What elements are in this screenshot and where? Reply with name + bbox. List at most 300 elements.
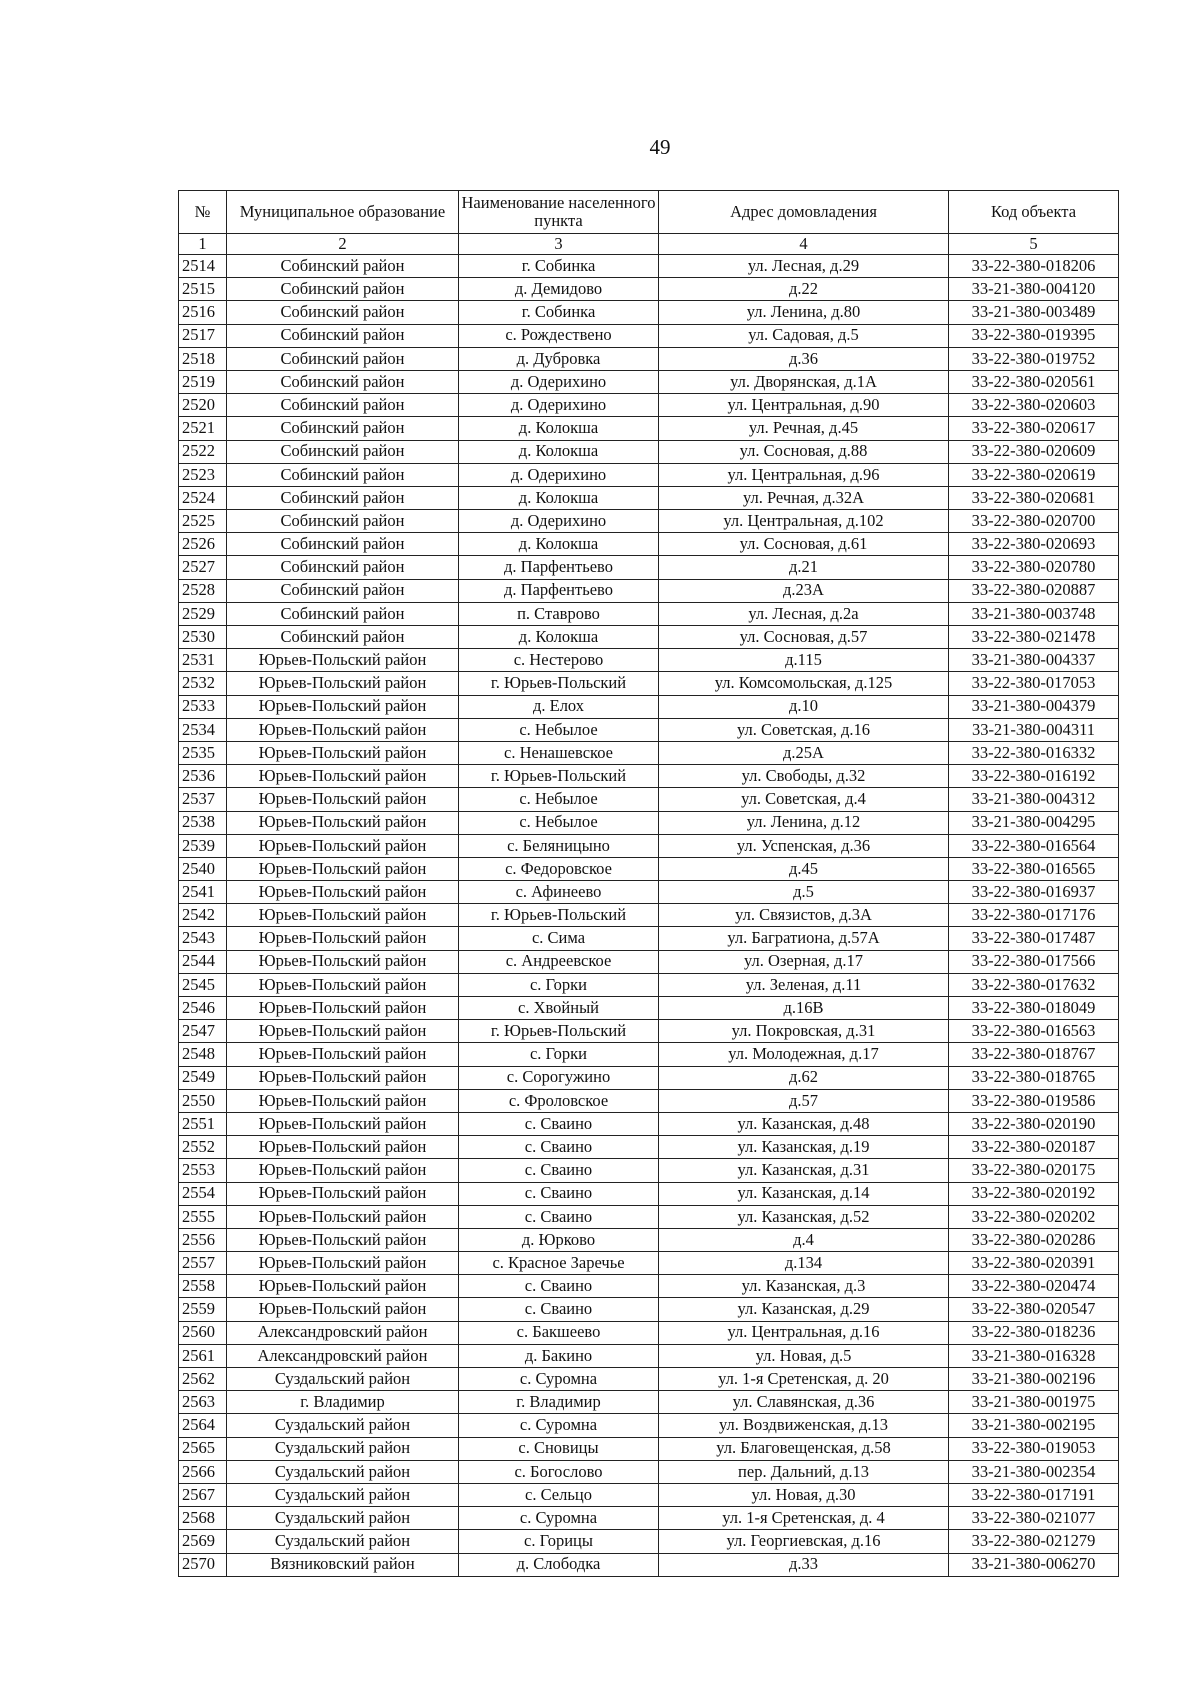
row-number: 2558 [179,1275,227,1298]
table-row [179,1205,1119,1228]
municipality-cell: Вязниковский район [227,1553,459,1576]
object-code-cell: 33-21-380-006270 [949,1553,1119,1576]
row-number: 2562 [179,1368,227,1391]
settlement-cell: д. Одерихино [459,370,659,393]
settlement-cell: с. Горицы [459,1530,659,1553]
municipality-cell: Собинский район [227,370,459,393]
settlement-cell: с. Суромна [459,1368,659,1391]
municipality-cell: Собинский район [227,255,459,278]
settlement-cell: д. Одерихино [459,510,659,533]
object-code-cell: 33-22-380-017487 [949,927,1119,950]
municipality-cell: Суздальский район [227,1414,459,1437]
row-number: 2528 [179,579,227,602]
address-cell: д.45 [659,857,949,880]
address-cell: ул. Дворянская, д.1А [659,370,949,393]
table-row [179,649,1119,672]
municipality-cell: Собинский район [227,463,459,486]
municipality-cell: Юрьев-Польский район [227,950,459,973]
settlement-cell: с. Бакшеево [459,1321,659,1344]
municipality-cell: Юрьев-Польский район [227,1298,459,1321]
table-row [179,788,1119,811]
row-number: 2569 [179,1530,227,1553]
table-row [179,1066,1119,1089]
municipality-cell: Юрьев-Польский район [227,1159,459,1182]
municipality-cell: Юрьев-Польский район [227,857,459,880]
settlement-cell: д. Одерихино [459,463,659,486]
table-row [179,579,1119,602]
header-object-code: Код объекта [949,191,1119,234]
object-code-cell: 33-21-380-004379 [949,695,1119,718]
settlement-cell: с. Андреевское [459,950,659,973]
address-cell: д.5 [659,881,949,904]
table-row [179,1136,1119,1159]
table-row [179,510,1119,533]
object-code-cell: 33-22-380-016564 [949,834,1119,857]
row-number: 2520 [179,394,227,417]
object-code-cell: 33-22-380-020286 [949,1228,1119,1251]
address-cell: ул. Георгиевская, д.16 [659,1530,949,1553]
settlement-cell: с. Суромна [459,1414,659,1437]
table-row [179,672,1119,695]
municipality-cell: Александровский район [227,1344,459,1367]
table-row [179,1507,1119,1530]
address-cell: ул. 1-я Сретенская, д. 20 [659,1368,949,1391]
object-code-cell: 33-22-380-021279 [949,1530,1119,1553]
object-code-cell: 33-22-380-020561 [949,370,1119,393]
settlement-cell: с. Богослово [459,1460,659,1483]
address-cell: ул. Сосновая, д.88 [659,440,949,463]
settlement-cell: г. Юрьев-Польский [459,672,659,695]
object-code-cell: 33-22-380-021077 [949,1507,1119,1530]
row-number: 2554 [179,1182,227,1205]
settlement-cell: д. Слободка [459,1553,659,1576]
settlement-cell: д. Колокша [459,533,659,556]
settlement-cell: с. Сорогужино [459,1066,659,1089]
row-number: 2535 [179,741,227,764]
municipality-cell: Юрьев-Польский район [227,1136,459,1159]
table-row [179,1391,1119,1414]
municipality-cell: Юрьев-Польский район [227,1066,459,1089]
address-cell: ул. Центральная, д.90 [659,394,949,417]
object-code-cell: 33-22-380-017632 [949,973,1119,996]
row-number: 2542 [179,904,227,927]
municipality-cell: Юрьев-Польский район [227,788,459,811]
municipality-cell: Собинский район [227,533,459,556]
settlement-cell: с. Сваино [459,1205,659,1228]
row-number: 2523 [179,463,227,486]
settlement-cell: с. Сваино [459,1136,659,1159]
object-code-cell: 33-22-380-020547 [949,1298,1119,1321]
object-code-cell: 33-22-380-016937 [949,881,1119,904]
settlement-cell: д. Колокша [459,417,659,440]
municipality-cell: Юрьев-Польский район [227,741,459,764]
page-number: 49 [649,135,671,159]
municipality-cell: Юрьев-Польский район [227,765,459,788]
address-cell: ул. Воздвиженская, д.13 [659,1414,949,1437]
table-row [179,602,1119,625]
municipality-cell: Собинский район [227,394,459,417]
table-row [179,1275,1119,1298]
municipality-cell: Суздальский район [227,1507,459,1530]
settlement-cell: д. Демидово [459,278,659,301]
address-cell: ул. Казанская, д.19 [659,1136,949,1159]
municipality-cell: Юрьев-Польский район [227,649,459,672]
settlement-cell: г. Юрьев-Польский [459,1020,659,1043]
address-cell: ул. Ленина, д.80 [659,301,949,324]
table-row [179,324,1119,347]
address-cell: д.33 [659,1553,949,1576]
row-number: 2517 [179,324,227,347]
table-row [179,1089,1119,1112]
address-cell: ул. Лесная, д.29 [659,255,949,278]
address-cell: ул. Казанская, д.3 [659,1275,949,1298]
municipality-cell: Собинский район [227,626,459,649]
row-number: 2559 [179,1298,227,1321]
address-cell: ул. Покровская, д.31 [659,1020,949,1043]
settlement-cell: с. Красное Заречье [459,1252,659,1275]
row-number: 2550 [179,1089,227,1112]
table-row [179,1530,1119,1553]
row-number: 2549 [179,1066,227,1089]
object-code-cell: 33-22-380-016563 [949,1020,1119,1043]
table-row [179,881,1119,904]
address-cell: д.134 [659,1252,949,1275]
municipality-cell: Юрьев-Польский район [227,973,459,996]
header-municipality: Муниципальное образование [227,191,459,234]
row-number: 2537 [179,788,227,811]
row-number: 2560 [179,1321,227,1344]
municipality-cell: Юрьев-Польский район [227,1275,459,1298]
table-row [179,1252,1119,1275]
settlement-cell: с. Нестерово [459,649,659,672]
table-row [179,1344,1119,1367]
municipality-cell: Собинский район [227,579,459,602]
address-cell: д.16В [659,997,949,1020]
municipality-cell: Суздальский район [227,1483,459,1506]
table-row [179,1437,1119,1460]
row-number: 2518 [179,347,227,370]
table-row [179,301,1119,324]
address-cell: ул. Лесная, д.2а [659,602,949,625]
municipality-cell: Юрьев-Польский район [227,904,459,927]
settlement-cell: с. Рождествено [459,324,659,347]
settlement-cell: с. Сваино [459,1182,659,1205]
table-row [179,347,1119,370]
settlement-cell: с. Горки [459,1043,659,1066]
row-number: 2564 [179,1414,227,1437]
table-row [179,834,1119,857]
object-code-cell: 33-22-380-020617 [949,417,1119,440]
row-number: 2546 [179,997,227,1020]
object-code-cell: 33-22-380-020202 [949,1205,1119,1228]
settlement-cell: г. Собинка [459,301,659,324]
table-row [179,997,1119,1020]
settlement-cell: с. Небылое [459,811,659,834]
table-row [179,556,1119,579]
object-code-cell: 33-22-380-019053 [949,1437,1119,1460]
table-row [179,741,1119,764]
object-code-cell: 33-22-380-020693 [949,533,1119,556]
row-number: 2544 [179,950,227,973]
object-code-cell: 33-22-380-016565 [949,857,1119,880]
table-row [179,1483,1119,1506]
settlement-cell: с. Небылое [459,718,659,741]
object-code-cell: 33-22-380-018049 [949,997,1119,1020]
header-settlement: Наименование населенного пункта [459,191,659,234]
settlement-cell: д. Одерихино [459,394,659,417]
municipality-cell: Юрьев-Польский район [227,718,459,741]
address-cell: ул. Связистов, д.3А [659,904,949,927]
table-row [179,1368,1119,1391]
table-row [179,486,1119,509]
table-row [179,718,1119,741]
row-number: 2570 [179,1553,227,1576]
municipality-cell: Собинский район [227,556,459,579]
address-cell: д.25А [659,741,949,764]
row-number: 2551 [179,1112,227,1135]
table-row [179,1043,1119,1066]
municipality-cell: Юрьев-Польский район [227,1228,459,1251]
table-row [179,278,1119,301]
row-number: 2532 [179,672,227,695]
address-cell: ул. Ленина, д.12 [659,811,949,834]
object-code-cell: 33-22-380-017053 [949,672,1119,695]
object-code-cell: 33-22-380-020391 [949,1252,1119,1275]
municipality-cell: Собинский район [227,510,459,533]
object-code-cell: 33-22-380-020887 [949,579,1119,602]
settlement-cell: г. Владимир [459,1391,659,1414]
address-cell: ул. Озерная, д.17 [659,950,949,973]
municipality-cell: Юрьев-Польский район [227,927,459,950]
object-code-cell: 33-22-380-017191 [949,1483,1119,1506]
object-code-cell: 33-22-380-020192 [949,1182,1119,1205]
table-row [179,1321,1119,1344]
row-number: 2547 [179,1020,227,1043]
municipality-cell: Собинский район [227,486,459,509]
table-row [179,1228,1119,1251]
row-number: 2556 [179,1228,227,1251]
table-row [179,695,1119,718]
municipality-cell: Юрьев-Польский район [227,695,459,718]
settlement-cell: д. Елох [459,695,659,718]
address-cell: ул. Комсомольская, д.125 [659,672,949,695]
row-number: 2538 [179,811,227,834]
settlement-cell: д. Бакино [459,1344,659,1367]
settlement-cell: с. Сваино [459,1159,659,1182]
column-number-row [179,234,1119,255]
object-code-cell: 33-22-380-017176 [949,904,1119,927]
address-cell: ул. Казанская, д.29 [659,1298,949,1321]
settlement-cell: д. Колокша [459,486,659,509]
row-number: 2548 [179,1043,227,1066]
object-code-cell: 33-22-380-020603 [949,394,1119,417]
municipality-cell: Суздальский район [227,1530,459,1553]
municipality-cell: Юрьев-Польский район [227,811,459,834]
settlement-cell: д. Парфентьево [459,579,659,602]
municipality-cell: Собинский район [227,301,459,324]
registry-table [178,190,1119,1577]
column-number: 1 [179,234,227,255]
address-cell: ул. Казанская, д.14 [659,1182,949,1205]
table-row [179,394,1119,417]
object-code-cell: 33-22-380-021478 [949,626,1119,649]
settlement-cell: с. Сваино [459,1275,659,1298]
municipality-cell: Собинский район [227,417,459,440]
municipality-cell: Суздальский район [227,1437,459,1460]
row-number: 2525 [179,510,227,533]
table-header-row [179,191,1119,234]
table-row [179,417,1119,440]
header-address: Адрес домовладения [659,191,949,234]
settlement-cell: с. Федоровское [459,857,659,880]
row-number: 2541 [179,881,227,904]
settlement-cell: с. Беляницыно [459,834,659,857]
municipality-cell: Собинский район [227,278,459,301]
address-cell: ул. Сосновая, д.61 [659,533,949,556]
row-number: 2566 [179,1460,227,1483]
settlement-cell: с. Фроловское [459,1089,659,1112]
row-number: 2561 [179,1344,227,1367]
column-number: 3 [459,234,659,255]
address-cell: д.22 [659,278,949,301]
object-code-cell: 33-22-380-018206 [949,255,1119,278]
table-row [179,626,1119,649]
municipality-cell: Юрьев-Польский район [227,1089,459,1112]
table-row [179,1159,1119,1182]
object-code-cell: 33-21-380-001975 [949,1391,1119,1414]
table-row [179,1414,1119,1437]
settlement-cell: с. Сима [459,927,659,950]
address-cell: ул. Советская, д.4 [659,788,949,811]
table-row [179,904,1119,927]
address-cell: д.57 [659,1089,949,1112]
address-cell: д.115 [659,649,949,672]
address-cell: ул. Свободы, д.32 [659,765,949,788]
table-row [179,950,1119,973]
address-cell: ул. Центральная, д.96 [659,463,949,486]
municipality-cell: Юрьев-Польский район [227,1205,459,1228]
object-code-cell: 33-22-380-020175 [949,1159,1119,1182]
address-cell: ул. Зеленая, д.11 [659,973,949,996]
row-number: 2526 [179,533,227,556]
object-code-cell: 33-21-380-003489 [949,301,1119,324]
municipality-cell: Юрьев-Польский район [227,1252,459,1275]
object-code-cell: 33-21-380-004312 [949,788,1119,811]
settlement-cell: с. Небылое [459,788,659,811]
address-cell: ул. Речная, д.45 [659,417,949,440]
row-number: 2522 [179,440,227,463]
row-number: 2516 [179,301,227,324]
address-cell: д.4 [659,1228,949,1251]
settlement-cell: с. Сновицы [459,1437,659,1460]
row-number: 2565 [179,1437,227,1460]
table-row [179,927,1119,950]
object-code-cell: 33-22-380-020780 [949,556,1119,579]
settlement-cell: г. Юрьев-Польский [459,904,659,927]
municipality-cell: Собинский район [227,347,459,370]
address-cell: ул. Центральная, д.102 [659,510,949,533]
object-code-cell: 33-21-380-003748 [949,602,1119,625]
table-row [179,811,1119,834]
object-code-cell: 33-22-380-018767 [949,1043,1119,1066]
object-code-cell: 33-22-380-019752 [949,347,1119,370]
object-code-cell: 33-22-380-020619 [949,463,1119,486]
table-row [179,370,1119,393]
row-number: 2529 [179,602,227,625]
table-row [179,255,1119,278]
settlement-cell: с. Ненашевское [459,741,659,764]
settlement-cell: п. Ставрово [459,602,659,625]
municipality-cell: Юрьев-Польский район [227,1112,459,1135]
row-number: 2545 [179,973,227,996]
object-code-cell: 33-21-380-004311 [949,718,1119,741]
municipality-cell: Юрьев-Польский район [227,1043,459,1066]
object-code-cell: 33-22-380-020609 [949,440,1119,463]
row-number: 2530 [179,626,227,649]
settlement-cell: д. Колокша [459,440,659,463]
object-code-cell: 33-21-380-016328 [949,1344,1119,1367]
row-number: 2563 [179,1391,227,1414]
settlement-cell: с. Сваино [459,1112,659,1135]
municipality-cell: Юрьев-Польский район [227,997,459,1020]
object-code-cell: 33-21-380-002195 [949,1414,1119,1437]
table-row [179,973,1119,996]
address-cell: ул. Садовая, д.5 [659,324,949,347]
object-code-cell: 33-22-380-020190 [949,1112,1119,1135]
address-cell: ул. Благовещенская, д.58 [659,1437,949,1460]
address-cell: ул. Центральная, д.16 [659,1321,949,1344]
row-number: 2531 [179,649,227,672]
row-number: 2567 [179,1483,227,1506]
row-number: 2543 [179,927,227,950]
table-row [179,440,1119,463]
row-number: 2557 [179,1252,227,1275]
address-cell: ул. Новая, д.5 [659,1344,949,1367]
row-number: 2515 [179,278,227,301]
address-cell: ул. 1-я Сретенская, д. 4 [659,1507,949,1530]
municipality-cell: Юрьев-Польский район [227,1182,459,1205]
object-code-cell: 33-22-380-020474 [949,1275,1119,1298]
address-cell: ул. Успенская, д.36 [659,834,949,857]
object-code-cell: 33-22-380-016332 [949,741,1119,764]
row-number: 2533 [179,695,227,718]
object-code-cell: 33-22-380-019586 [949,1089,1119,1112]
row-number: 2514 [179,255,227,278]
header-number: № [179,191,227,234]
address-cell: д.36 [659,347,949,370]
object-code-cell: 33-22-380-016192 [949,765,1119,788]
settlement-cell: с. Суромна [459,1507,659,1530]
address-cell: ул. Сосновая, д.57 [659,626,949,649]
municipality-cell: Юрьев-Польский район [227,834,459,857]
address-cell: ул. Казанская, д.31 [659,1159,949,1182]
settlement-cell: с. Сельцо [459,1483,659,1506]
address-cell: ул. Славянская, д.36 [659,1391,949,1414]
table-row [179,1020,1119,1043]
table-row [179,1112,1119,1135]
municipality-cell: Суздальский район [227,1368,459,1391]
table-row [179,533,1119,556]
object-code-cell: 33-21-380-004295 [949,811,1119,834]
object-code-cell: 33-22-380-019395 [949,324,1119,347]
row-number: 2539 [179,834,227,857]
municipality-cell: Юрьев-Польский район [227,1020,459,1043]
settlement-cell: с. Афинеево [459,881,659,904]
table-row [179,1460,1119,1483]
column-number: 4 [659,234,949,255]
settlement-cell: с. Горки [459,973,659,996]
object-code-cell: 33-22-380-017566 [949,950,1119,973]
